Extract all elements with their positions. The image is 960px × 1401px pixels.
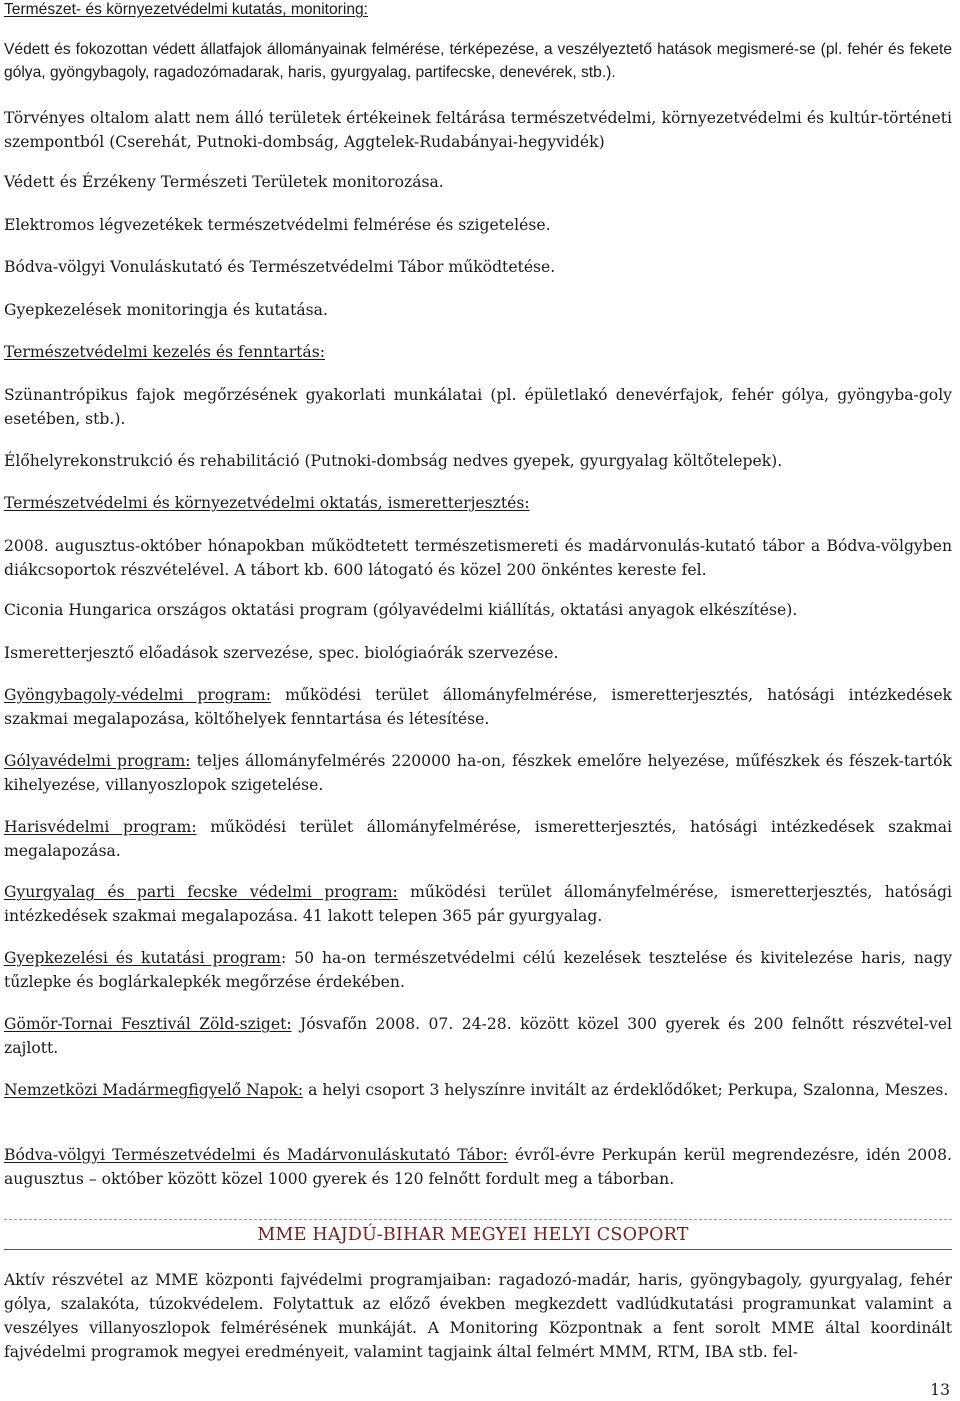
paragraph-bodva-camp xyxy=(4,255,952,279)
paragraph-bee-eater xyxy=(4,880,952,928)
paragraph-text: Bódva-völgyi Vonuláskutató és Természetvédelmi Tábor működtetése. xyxy=(4,258,556,276)
paragraph-monitoring xyxy=(4,170,952,194)
heading-text: Természetvédelmi kezelés és fenntartás: xyxy=(4,343,325,361)
program-label: Gömör-Tornai Fesztivál Zöld-sziget: xyxy=(4,1015,292,1033)
program-label: Gyöngybagoly-védelmi program: xyxy=(4,686,271,704)
paragraph-birdwatch-days xyxy=(4,1078,952,1102)
heading-text: Természetvédelmi és környezetvédelmi oktatás, ismeretterjesztés: xyxy=(4,494,530,512)
program-label: Gyurgyalag és parti fecske védelmi program: xyxy=(4,883,398,901)
paragraph-2008-camp xyxy=(4,534,952,582)
paragraph-synanthropic xyxy=(4,383,952,431)
paragraph-text: működési terület állományfelmérése, ismeretterjesztés, hatósági intézkedések szakmai megalapozása. xyxy=(4,818,952,860)
paragraph-lectures xyxy=(4,641,952,665)
paragraph-unprotected-areas xyxy=(4,106,952,154)
paragraph-text: Szünantrópikus fajok megőrzésének gyakorlati munkálatai (pl. épületlakó denevérfajok, fehér gólya, gyöngyba-goly esetében, stb.). xyxy=(4,386,952,428)
paragraph-text: Élőhelyrekonstrukció és rehabilitáció (Putnoki-dombság nedves gyepek, gyurgyalag költőtelepek). xyxy=(4,452,783,470)
section-heading-management xyxy=(4,340,952,364)
paragraph-text: Aktív részvétel az MME központi fajvédelmi programjaiban: ragadozó-madár, haris, gyöngybagoly, gyurgyalag, fehér gólya, szalakóta, túzokvédelem. Folytattuk az előző években megkezdett vadlúdkutatási programunkat valamint a veszélyes villanyoszlopok felmérésének munkáját. A Monitoring Központnak a fent sorolt MME által koordinált fajvédelmi programok megyei eredményeit, valamint tagjaink által felmért MMM, RTM, IBA stb. fel- xyxy=(4,1271,952,1361)
paragraph-text: Jósvafőn 2008. 07. 24-28. között közel 300 gyerek és 200 felnőtt részvétel-vel zajlott. xyxy=(4,1015,952,1057)
page-number: 13 xyxy=(930,1381,950,1399)
paragraph-text: teljes állományfelmérés 220000 ha-on, fészkek emelőre helyezése, műfészkek és fészek-tartók kihelyezése, villanyoszlopok szigetelése. xyxy=(4,752,952,794)
paragraph-grassland-program xyxy=(4,946,952,994)
program-label: Gólyavédelmi program: xyxy=(4,752,191,770)
paragraph-text: Védett és fokozottan védett állatfajok állományainak felmérése, térképezése, a veszélyeztető hatások megismeré-se (pl. fehér és fekete gólya, gyöngybagoly, ragadozómadarak, haris, gyurgyalag, partifecske, denevérek, stb.). xyxy=(4,41,952,81)
section-heading-research xyxy=(4,0,952,21)
paragraph-text: Elektromos légvezetékek természetvédelmi felmérése és szigetelése. xyxy=(4,216,551,234)
paragraph-power-lines xyxy=(4,213,952,237)
paragraph-text: Törvényes oltalom alatt nem álló területek értékeinek feltárása természetvédelmi, környezetvédelmi és kultúr-történeti szempontból (Cserehát, Putnoki-dombság, Aggtelek-Rudabányai-hegyvidék) xyxy=(4,109,952,151)
paragraph-text: : 50 ha-on természetvédelmi célú kezelések tesztelése és kivitelezése haris, nagy tűzlepke és boglárkalepkék megőrzése érdekében. xyxy=(4,949,953,991)
paragraph-text: működési terület állományfelmérése, ismeretterjesztés, hatósági intézkedések szakmai megalapozása. 41 lakott telepen 365 pár gyurgyalag. xyxy=(4,883,952,925)
paragraph-text: a helyi csoport 3 helyszínre invitált az érdeklődőket; Perkupa, Szalonna, Meszes. xyxy=(303,1081,949,1099)
paragraph-text: 2008. augusztus-október hónapokban működtetett természetismereti és madárvonulás-kutató tábor a Bódva-völgyben diákcsoportok részvételével. A tábort kb. 600 látogató és közel 200 önkéntes kereste fel. xyxy=(4,537,952,579)
section-divider xyxy=(4,1219,952,1220)
paragraph-text: Ismeretterjesztő előadások szervezése, spec. biológiaórák szervezése. xyxy=(4,644,559,662)
paragraph-text: évről-évre Perkupán kerül megrendezésre, idén 2008. augusztus – október között közel 1000 gyerek és 120 felnőtt fordult meg a táborban. xyxy=(4,1146,952,1188)
program-label: Bódva-völgyi Természetvédelmi és Madárvonuláskutató Tábor: xyxy=(4,1146,508,1164)
program-label: Nemzetközi Madármegfigyelő Napok: xyxy=(4,1081,304,1099)
paragraph-protected-species xyxy=(4,38,952,84)
paragraph-corncrake xyxy=(4,815,952,863)
paragraph-festival xyxy=(4,1012,952,1060)
paragraph-ciconia xyxy=(4,598,952,622)
program-label: Harisvédelmi program: xyxy=(4,818,197,836)
paragraph-habitat xyxy=(4,449,952,473)
program-label: Gyepkezelési és kutatási program xyxy=(4,949,281,967)
banner-underline xyxy=(4,1249,952,1250)
paragraph-text: Gyepkezelések monitoringja és kutatása. xyxy=(4,301,328,319)
paragraph-hajdu-bihar xyxy=(4,1268,952,1364)
paragraph-text: működési terület állományfelmérése, ismeretterjesztés, hatósági intézkedések szakmai megalapozása, költőhelyek fenntartása és létesítése. xyxy=(4,686,952,728)
paragraph-grassland xyxy=(4,298,952,322)
paragraph-bodva-migration-camp xyxy=(4,1143,952,1191)
paragraph-text: Védett és Érzékeny Természeti Területek monitorozása. xyxy=(4,173,444,191)
paragraph-barn-owl xyxy=(4,683,952,731)
paragraph-stork xyxy=(4,749,952,797)
section-heading-education xyxy=(4,491,952,515)
paragraph-text: Ciconia Hungarica országos oktatási program (gólyavédelmi kiállítás, oktatási anyagok elkészítése). xyxy=(4,601,798,619)
group-banner-title: MME HAJDÚ-BIHAR MEGYEI HELYI CSOPORT xyxy=(257,1225,689,1245)
heading-text: Természet- és környezetvédelmi kutatás, monitoring: xyxy=(4,1,369,18)
